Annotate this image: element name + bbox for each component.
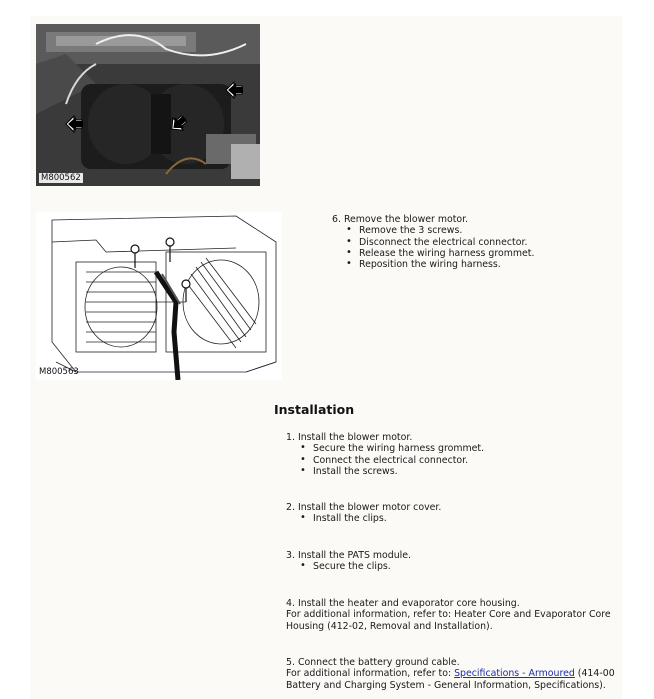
blower-drawing-illustration [36,212,282,380]
removal-step-6 [332,214,534,270]
reference-prefix: For additional information, refer to: [286,668,455,680]
step-title: Install the blower motor cover. [297,502,442,513]
step-title: Install the PATS module. [297,550,412,561]
list-item: • Remove the 3 screws. [346,225,534,236]
step-title: Remove the blower motor. [343,214,469,225]
blower-photo-illustration [36,24,260,186]
step-number: 6. [332,214,341,225]
drawing-figure-label: M800563 [39,367,79,377]
step-number: 3. [286,550,295,561]
list-item: • Disconnect the electrical connector. [346,237,534,248]
installation-heading: Installation [274,402,355,417]
list-item: • Secure the wiring harness grommet. [300,443,484,454]
list-item: • Install the screws. [300,466,484,477]
step-bullets [286,443,484,477]
list-item: • Install the clips. [300,513,441,524]
step-title: Connect the battery ground cable. [297,657,460,668]
installation-step-1 [286,432,484,477]
specifications-link[interactable]: Specifications - Armoured [454,668,575,680]
photo-figure-label: M800562 [41,173,81,183]
step-title: Install the blower motor. [297,432,413,443]
reference-text: For additional information, refer to: Heater Core and Evaporator Core Housing (412-02, Removal and Installation). [286,609,611,632]
photo-figure [36,24,260,186]
step-bullets [332,225,534,270]
installation-step-5 [286,657,616,691]
list-item: • Secure the clips. [300,561,411,572]
step-bullets [286,561,411,572]
reference-text [286,668,616,691]
step-title: Install the heater and evaporator core housing. [297,598,520,609]
drawing-figure [36,212,282,380]
step-bullets [286,513,441,524]
list-item: • Reposition the wiring harness. [346,259,534,270]
step-number: 4. [286,598,295,609]
list-item: • Release the wiring harness grommet. [346,248,534,259]
installation-step-2 [286,502,441,525]
step-number: 1. [286,432,295,443]
step-number: 5. [286,657,295,668]
step-number: 2. [286,502,295,513]
installation-step-4 [286,598,616,632]
installation-step-3 [286,550,411,573]
list-item: • Connect the electrical connector. [300,455,484,466]
reference-suffix: (414-00 Battery and Charging System - General Information, Specifications). [286,668,615,691]
